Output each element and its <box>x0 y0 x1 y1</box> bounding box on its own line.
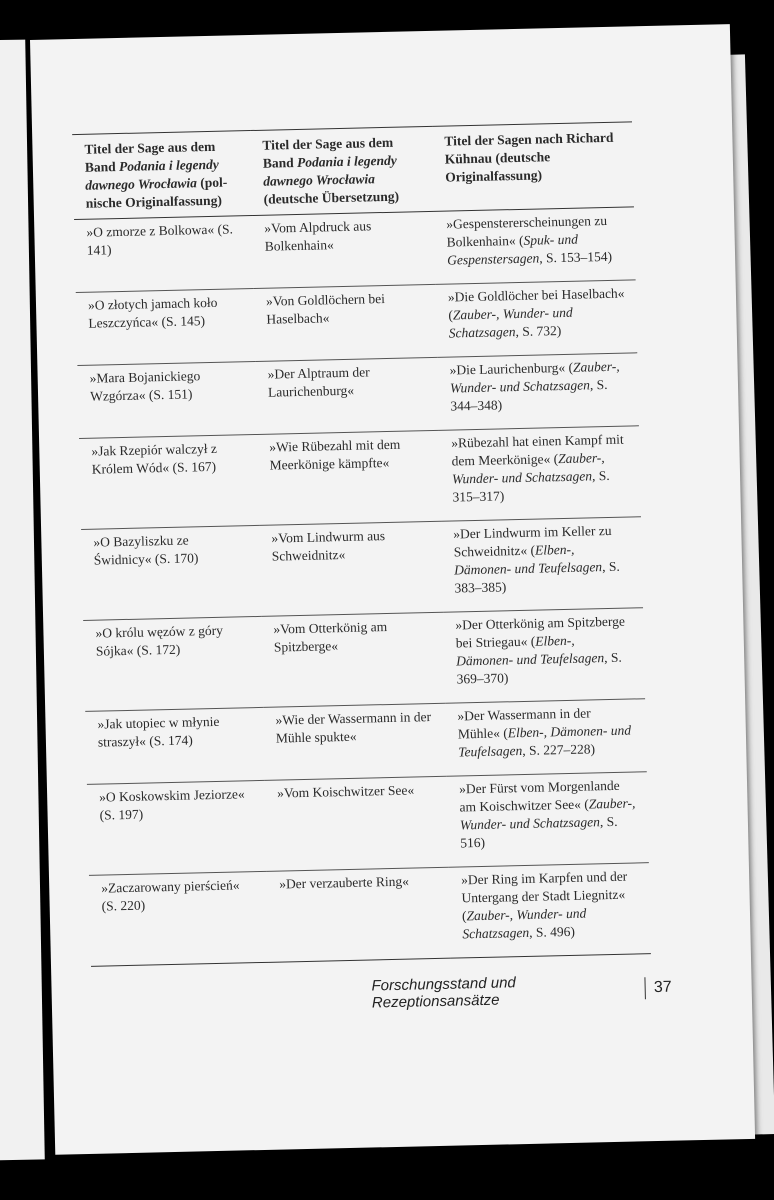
cell-kuehnau-title <box>437 353 639 431</box>
kuehnau-page-ref: , S. 227–228) <box>522 741 596 759</box>
kuehnau-title-text: »Die Goldlöcher bei Haselbach« ( <box>447 285 625 323</box>
book-page <box>30 24 755 1155</box>
header-col2-band: Band <box>262 154 298 171</box>
kuehnau-collection-title: Zauber-, Wunder- und Schatzsagen <box>449 358 620 396</box>
cell-german-title: »Von Goldlöchern bei Haselbach« <box>254 284 438 361</box>
header-col2-line1: Titel der Sage aus dem <box>262 134 394 153</box>
header-col2-end: (deutsche Übersetzung) <box>263 188 400 207</box>
cell-kuehnau-title <box>439 426 641 522</box>
kuehnau-page-ref: , S. 369–370) <box>456 649 622 687</box>
header-col1-band: Band <box>84 159 120 175</box>
kuehnau-title-text: »Der Otterkönig am Spitzberge bei Striegau« ( <box>455 613 626 651</box>
cell-kuehnau-title <box>449 863 651 959</box>
kuehnau-collection-title: Zauber-, Wunder- und Schatzsagen <box>451 450 605 487</box>
table-area <box>72 121 651 966</box>
kuehnau-page-ref: , S. 153–154) <box>539 248 613 266</box>
kuehnau-page-ref: , S. 732) <box>515 323 562 340</box>
running-head: Forschungsstand und Rezeptionsansätze <box>371 974 516 1012</box>
header-col1-line1: Titel der Sage aus dem <box>84 138 216 157</box>
cell-polish-title: »Jak Rzepiór walczył z Królem Wód« (S. 167) <box>79 434 259 529</box>
cell-german-title: »Vom Lindwurm aus Schweidnitz« <box>259 521 443 616</box>
kuehnau-collection-title: Elben-, Dämonen- und Teufelsagen <box>458 722 632 760</box>
kuehnau-title-text: »Der Lindwurm im Keller zu Schweidnitz« ( <box>453 522 612 560</box>
cell-polish-title: »Jak utopiec w młynie straszył« (S. 174) <box>85 707 265 784</box>
footer-divider <box>645 977 646 999</box>
cell-kuehnau-title <box>443 608 645 704</box>
table-row <box>76 280 638 366</box>
cell-german-title: »Wie Rübezahl mit dem Meerkönige kämpfte« <box>257 430 441 525</box>
table-row <box>74 207 636 293</box>
header-col2-book-title-a: Podania i legendy <box>296 152 397 170</box>
cell-polish-title: »O Bazyliszku ze Świdnicy« (S. 170) <box>81 525 261 620</box>
kuehnau-title-text: »Die Laurichenburg« ( <box>449 359 574 378</box>
cell-german-title: »Der Alptraum der Laurichenburg« <box>255 357 439 434</box>
kuehnau-collection-title: Elben-, Dämonen- und Teufelsagen <box>453 541 603 578</box>
cell-kuehnau-title <box>436 280 638 358</box>
header-polish-original <box>72 131 252 220</box>
table-row <box>81 517 643 621</box>
header-german-translation <box>250 126 434 215</box>
cell-polish-title: »Mara Bojanickiego Wzgórza« (S. 151) <box>77 361 257 438</box>
header-col1-pol: (pol- <box>196 174 228 191</box>
page-footer <box>371 971 672 1012</box>
kuehnau-title-text: »Der Wassermann in der Mühle« ( <box>457 705 591 742</box>
page-number: 37 <box>653 978 672 997</box>
kuehnau-title-text: »Gespenstererscheinungen zu Bolkenhain« ( <box>446 212 608 250</box>
cell-german-title: »Vom Otterkönig am Spitzberge« <box>261 612 445 707</box>
kuehnau-page-ref: , S. 496) <box>528 923 576 940</box>
legend-comparison-table <box>72 121 651 966</box>
cell-polish-title: »O zmorze z Bolkowa« (S. 141) <box>74 216 254 293</box>
cell-german-title: »Vom Koischwitzer See« <box>265 776 449 871</box>
kuehnau-title-text: »Der Fürst vom Morgenlande am Koischwitzer See« ( <box>458 777 620 815</box>
table-row <box>89 863 651 967</box>
header-col1-book-title-a: Podania i legendy <box>118 156 219 175</box>
kuehnau-title-text: »Rübezahl hat einen Kampf mit dem Meerkönige« ( <box>451 431 624 469</box>
cell-polish-title: »O królu węzów z góry Sójka« (S. 172) <box>83 616 263 711</box>
header-col1-book-title-b: dawnego Wrocławia <box>85 175 198 193</box>
kuehnau-collection-title: Zauber-, Wunder- und Schatzsagen <box>462 905 587 942</box>
cell-polish-title: »O Koskowskim Jeziorze« (S. 197) <box>87 780 267 875</box>
kuehnau-collection-title: Zauber-, Wunder- und Schatzsagen <box>459 795 636 833</box>
table-row <box>79 426 641 530</box>
kuehnau-page-ref: , S. 516) <box>460 813 618 851</box>
cell-kuehnau-title <box>445 699 647 777</box>
cell-polish-title: »O złotych jamach koło Leszczyńca« (S. 145) <box>76 288 256 365</box>
table-row <box>87 772 649 876</box>
cell-kuehnau-title <box>441 517 643 613</box>
kuehnau-page-ref: , S. 344–348) <box>450 376 608 414</box>
table-header-row <box>72 122 634 220</box>
kuehnau-page-ref: , S. 315–317) <box>452 467 610 505</box>
kuehnau-page-ref: , S. 383–385) <box>454 558 620 596</box>
cell-german-title: »Der verzauberte Ring« <box>267 867 451 962</box>
cell-german-title: »Wie der Wassermann in der Mühle spukte« <box>263 703 447 780</box>
cell-kuehnau-title <box>434 207 636 285</box>
kuehnau-collection-title: Elben-, Dämonen- und Teufelsagen <box>456 632 605 669</box>
cell-german-title: »Vom Alpdruck aus Bolkenhain« <box>252 211 436 288</box>
kuehnau-title-text: »Der Ring im Karpfen und der Untergang der Stadt Liegnitz« ( <box>460 868 628 924</box>
table-row <box>77 353 639 439</box>
header-col1-end: nische Originalfassung) <box>85 192 223 211</box>
kuehnau-collection-title: Spuk- und Gespenstersagen <box>446 231 579 268</box>
cell-polish-title: »Zaczarowany pierścień« (S. 220) <box>89 871 269 966</box>
table-row <box>85 699 647 785</box>
header-col2-book-title-b: dawnego Wrocławia <box>263 171 376 189</box>
cell-kuehnau-title <box>447 772 649 868</box>
kuehnau-collection-title: Zauber-, Wunder- und Schatzsagen <box>448 304 573 341</box>
table-row <box>83 608 645 712</box>
header-kuehnau-original: Titel der Sagen nach Richard Kühnau (deutsche Originalfassung) <box>432 122 634 212</box>
